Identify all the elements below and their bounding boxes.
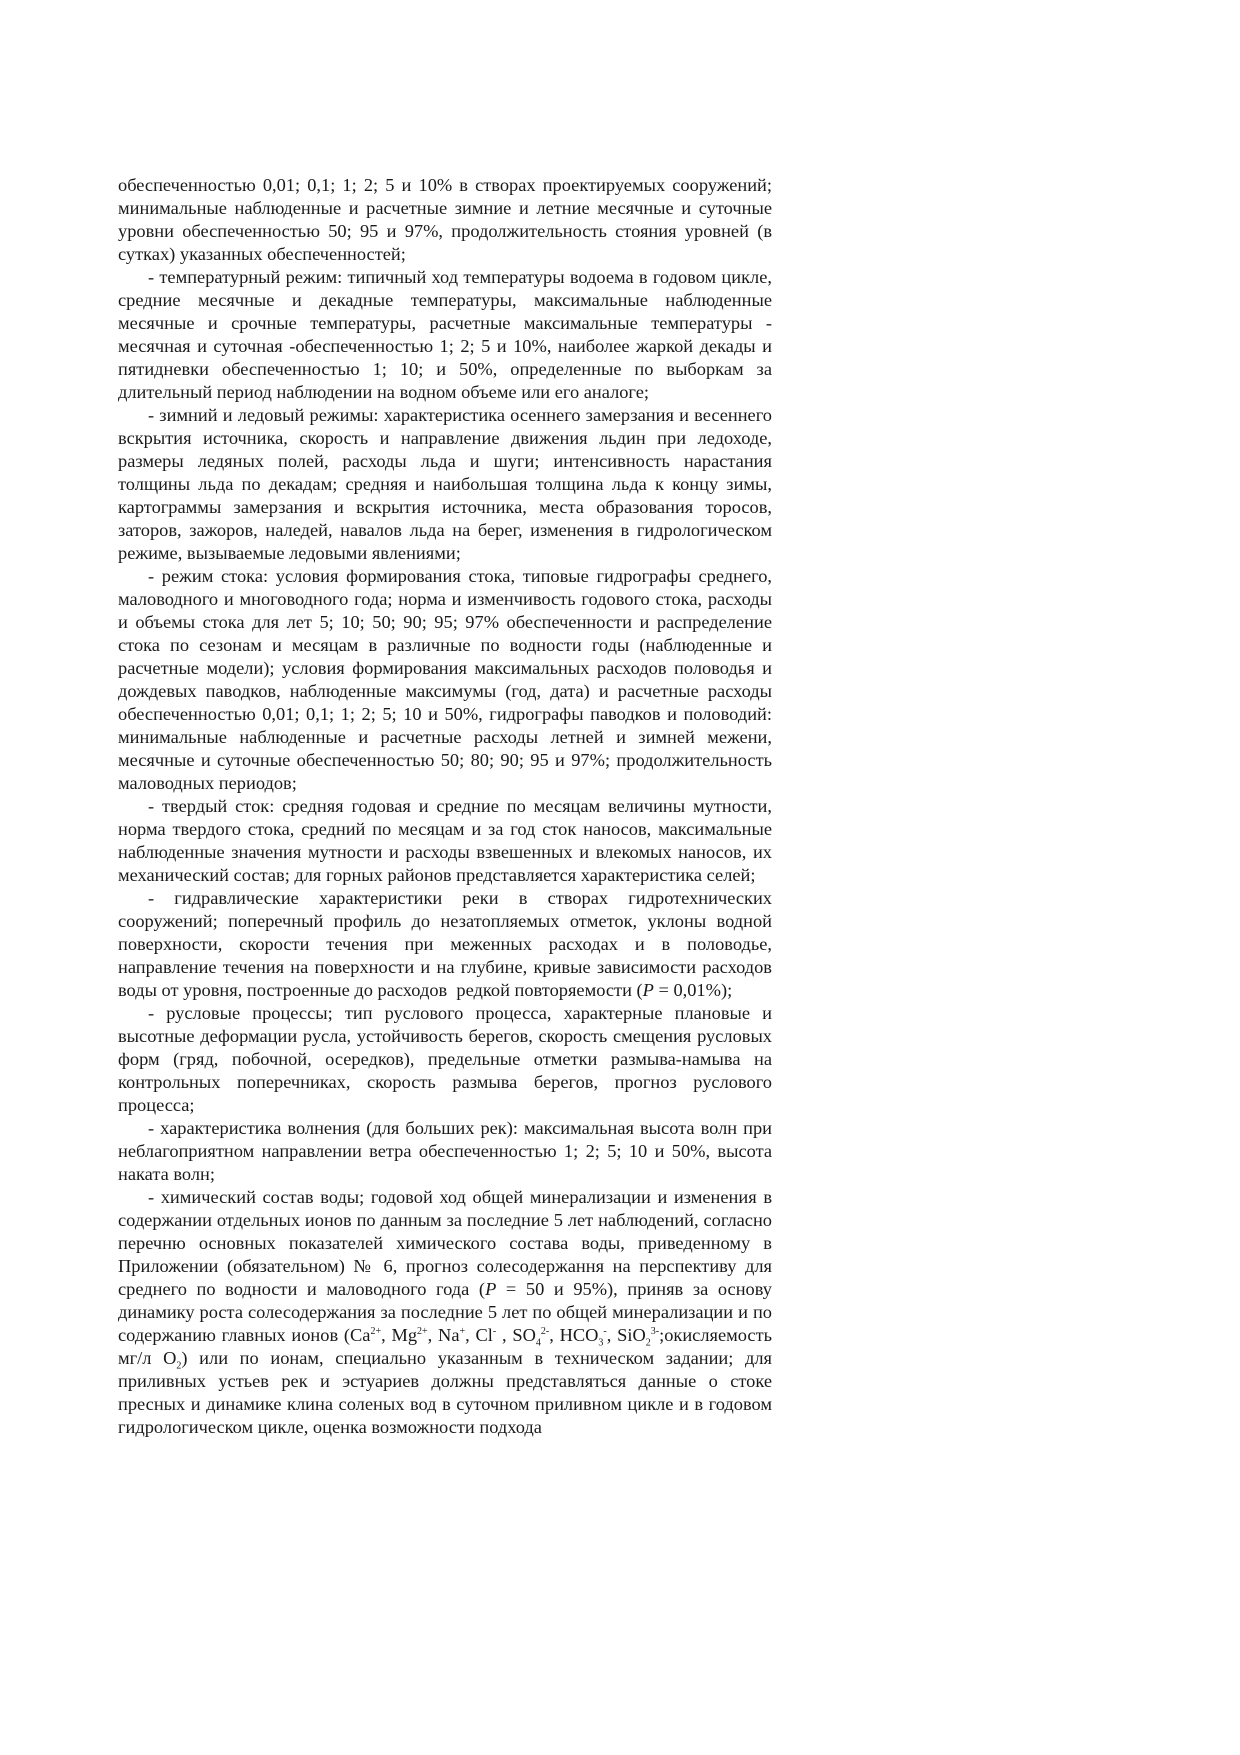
paragraph-solid-runoff: - твердый сток: средняя годовая и средние по месяцам величины мутности, норма твердого стока, средний по месяцам и за год сток наносов, максимальные наблюденные значения мутности и расходы взвешенных и влекомых наносов, их механический состав; для горных районов представляется характеристика селей; xyxy=(118,796,772,885)
document-body xyxy=(118,174,772,1439)
paragraph-runoff-regime: - режим стока: условия формирования стока, типовые гидрографы среднего, маловодного и многоводного года; норма и изменчивость годового стока, расходы и объемы стока для лет 5; 10; 50; 90; 95; 97% обеспеченности и распределение стока по сезонам и месяцам в различные по водности годы (наблюденные и расчетные модели); условия формирования максимальных расходов половодья и дождевых паводков, наблюденные максимумы (год, дата) и расчетные расходы обеспеченностью 0,01; 0,1; 1; 2; 5; 10 и 50%, гидрографы паводков и половодий: минимальные наблюденные и расчетные расходы летней и зимней межени, месячные и суточные обеспеченностью 50; 80; 90; 95 и 97%; продолжительность маловодных периодов; xyxy=(118,566,772,793)
paragraph-hydraulic-characteristics: - гидравлические характеристики реки в створах гидротехнических сооружений; поперечный профиль до незатопляемых отметок, уклоны водной поверхности, скорости течения при меженных расходах и в половодье, направление течения на поверхности и на глубине, кривые зависимости расходов воды от уровня, построенные до расходов редкой повторяемости (P = 0,01%); xyxy=(118,888,772,1000)
paragraph-channel-processes: - русловые процессы; тип руслового процесса, характерные плановые и высотные деформации русла, устойчивость берегов, скорость смещения русловых форм (гряд, побочной, осередков), предельные отметки размыва-намыва на контрольных поперечниках, скорость размыва берегов, прогноз руслового процесса; xyxy=(118,1003,772,1115)
paragraph-ice-regime: - зимний и ледовый режимы: характеристика осеннего замерзания и весеннего вскрытия источника, скорость и направление движения льдин при ледоходе, размеры ледяных полей, расходы льда и шуги; интенсивность нарастания толщины льда по декадам; средняя и наибольшая толщина льда к концу зимы, картограммы замерзания и вскрытия источника, места образования торосов, заторов, зажоров, наледей, навалов льда на берег, изменения в гидрологическом режиме, вызываемые ледовыми явлениями; xyxy=(118,405,772,563)
paragraph-levels-tail: обеспеченностью 0,01; 0,1; 1; 2; 5 и 10% в створах проектируемых сооружений; минимальные наблюденные и расчетные зимние и летние месячные и суточные уровни обеспеченностью 50; 95 и 97%, продолжительность стояния уровней (в сутках) указанных обеспеченностей; xyxy=(118,175,772,264)
paragraph-water-chemistry: - химический состав воды; годовой ход общей минерализации и изменения в содержании отдельных ионов по данным за последние 5 лет наблюдений, согласно перечню основных показателей химического состава воды, приведенному в Приложении (обязательном) № 6, прогноз солесодержання на перспективу для среднего по водности и маловодного года (P = 50 и 95%), приняв за основу динамику роста солесодержания за последние 5 лет по общей минерализации и по содержанию главных ионов ($Ca^{2+}$, $Mg^{2+}$, Na+, Cl- , $SO_4^{2-}$, $HCO_3^-$, SiO$_2^{3-}$;окисляемость мг/л $O_2$) или по ионам, специально указанным в техническом задании; для приливных устьев рек и эстуариев должны представляться данные о стоке пресных и динамике клина соленых вод в суточном приливном цикле и в годовом гидрологическом цикле, оценка возможности подхода xyxy=(118,1187,772,1437)
paragraph-wave-characteristics: - характеристика волнения (для больших рек): максимальная высота волн при неблагоприятном направлении ветра обеспеченностью 1; 2; 5; 10 и 50%, высота наката волн; xyxy=(118,1118,772,1184)
paragraph-temperature-regime: - температурный режим: типичный ход температуры водоема в годовом цикле, средние месячные и декадные температуры, максимальные наблюденные месячные и срочные температуры, расчетные максимальные температуры - месячная и суточная -обеспеченностью 1; 2; 5 и 10%, наиболее жаркой декады и пятидневки обеспеченностью 1; 10; и 50%, определенные по выборкам за длительный период наблюдении на водном объеме или его аналоге; xyxy=(118,267,772,402)
